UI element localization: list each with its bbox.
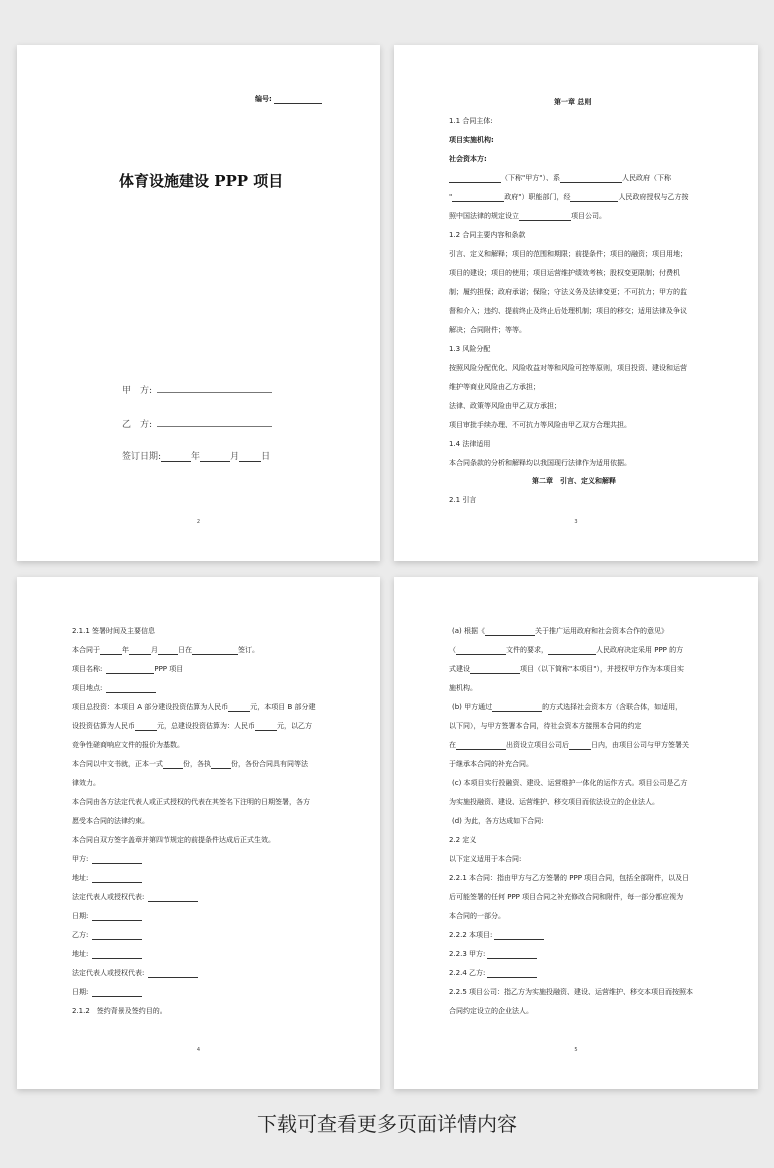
document-page-4 bbox=[17, 577, 380, 1089]
doc-line: 照中国法律的规定设立 项目公司。 bbox=[449, 212, 606, 220]
doc-line: 项目地点: bbox=[72, 684, 156, 693]
rep-field: 法定代表人或授权代表: bbox=[72, 969, 198, 978]
doc-line: 项目总投资：本项目 A 部分建设投资估算为人民币 元，本项目 B 部分建 bbox=[72, 703, 316, 711]
doc-line: 1.4 法律适用 bbox=[449, 440, 491, 448]
document-page-3 bbox=[394, 45, 758, 561]
doc-line: 引言、定义和解释；项目的范围和期限；前提条件；项目的融资；项目用地； bbox=[449, 250, 687, 258]
doc-line: 本合同条款的分析和解释均以我国现行法律作为适用依据。 bbox=[449, 459, 631, 467]
page-number: 2 bbox=[196, 519, 201, 525]
doc-line: " 政府"）职能部门，经 人民政府授权与乙方按 bbox=[449, 193, 689, 201]
doc-line: 本合同自双方签字盖章并第四节规定的前提条件达成后正式生效。 bbox=[72, 836, 275, 844]
doc-line: 施机构。 bbox=[449, 684, 477, 692]
section-2-1: 2.1 引言 bbox=[449, 496, 477, 504]
doc-line: 律效力。 bbox=[72, 779, 100, 787]
party-a-field: 甲方: bbox=[72, 855, 142, 864]
doc-line: 2.2 定义 bbox=[449, 836, 477, 844]
doc-line: (d) 为此，各方达成如下合同: bbox=[452, 817, 544, 825]
download-more-caption: 下载可查看更多页面详情内容 bbox=[257, 1112, 517, 1136]
doc-line: 项目审批手续办理、不可抗力等风险由甲乙双方合理共担。 bbox=[449, 421, 631, 429]
doc-line: 项目的建设；项目的使用；项目运营维护绩效考核；股权变更限制；付费机 bbox=[449, 269, 680, 277]
doc-line: 法律、政策等风险由甲乙双方承担； bbox=[449, 402, 561, 410]
doc-line: 社会资本方: bbox=[449, 155, 487, 163]
doc-line: 本合同的一部分。 bbox=[449, 912, 505, 920]
doc-line: 2.2.5 项目公司：指乙方为实施投融资、建设、运营维护、移交本项目而按照本 bbox=[449, 988, 694, 996]
chapter-2-heading: 第二章 引言、定义和解释 bbox=[532, 477, 616, 485]
chapter-1-heading: 第一章 总则 bbox=[554, 98, 592, 106]
doc-line: 为实施投融资、建设、运营维护、移交项目而依法设立的企业法人。 bbox=[449, 798, 659, 806]
cover-title: 体育设施建设 PPP 项目 bbox=[119, 172, 284, 190]
page-number: 5 bbox=[574, 1047, 578, 1053]
doc-line: (a) 根据《 关于推广运用政府和社会资本合作的意见》 bbox=[452, 627, 668, 635]
doc-line: 2.2.2 本项目: bbox=[449, 931, 544, 940]
doc-line: 2.2.3 甲方: bbox=[449, 950, 537, 959]
doc-line: 1.2 合同主要内容和条款 bbox=[449, 231, 526, 239]
doc-line: （ 文件的要求， 人民政府决定采用 PPP 的方 bbox=[449, 646, 684, 654]
doc-line: 以下同），与甲方签署本合同，待社会资本方接照本合同的约定 bbox=[449, 722, 642, 730]
doc-line: 后可能签署的任何 PPP 项目合同之补充修改合同和附件，每一部分都应视为 bbox=[449, 893, 684, 901]
doc-line: 项目实施机构: bbox=[449, 136, 494, 144]
contract-number-label: 编号: bbox=[255, 94, 322, 104]
doc-line: 1.1 合同主体: bbox=[449, 117, 493, 125]
doc-line: 合同约定设立的企业法人。 bbox=[449, 1007, 533, 1015]
doc-line: (b) 甲方通过 的方式选择社会资本方（含联合体，如适用， bbox=[452, 703, 683, 711]
doc-line: 式建设 项目（以下简称"本项目"），并授权甲方作为本项目实 bbox=[449, 665, 684, 673]
date-field: 日期: bbox=[72, 912, 142, 921]
document-page-2 bbox=[17, 45, 380, 561]
party-a-line: 甲 方: bbox=[122, 386, 153, 396]
doc-line: 设投资估算为人民币 元，总建设投资估算为：人民币 元，以乙方 bbox=[72, 722, 312, 730]
doc-line: 本合同以中文书就，正本一式 份，各执 份，各份合同具有同等法 bbox=[72, 760, 308, 768]
doc-line: 愿受本合同的法律约束。 bbox=[72, 817, 149, 825]
doc-line: 本合同于 年 月 日在 签订。 bbox=[72, 646, 259, 654]
address-field: 地址: bbox=[72, 874, 142, 883]
doc-line: 以下定义适用于本合同: bbox=[449, 855, 522, 863]
doc-line: 于继承本合同的补充合同。 bbox=[449, 760, 533, 768]
date-field: 日期: bbox=[72, 988, 142, 997]
doc-line: 制；履约担保；政府承诺；保险；守法义务及法律变更；不可抗力；甲方的监 bbox=[449, 288, 687, 296]
party-b-field: 乙方: bbox=[72, 931, 142, 940]
doc-line: (c) 本项目实行投融资、建设、运营维护一体化的运作方式。项目公司是乙方 bbox=[452, 779, 688, 787]
doc-line: 2.1.1 签署时间及主要信息 bbox=[72, 627, 156, 635]
doc-line: 竞争性磋商响应文件的报价为基数。 bbox=[72, 741, 184, 749]
doc-line: 2.2.4 乙方: bbox=[449, 969, 537, 978]
page-number: 4 bbox=[196, 1047, 201, 1053]
doc-line: 1.3 风险分配 bbox=[449, 345, 491, 353]
doc-line: 维护等商业风险由乙方承担； bbox=[449, 383, 540, 391]
sign-date-line: 签订日期: 年 月 日 bbox=[122, 452, 271, 462]
doc-line: 2.2.1 本合同：指由甲方与乙方签署的 PPP 项目合同，包括全部附件，以及日 bbox=[449, 874, 690, 882]
doc-line: 本合同由各方法定代表人或正式授权的代表在其签名下注明的日期签署，各方 bbox=[72, 798, 310, 806]
party-b-line: 乙 方: bbox=[122, 420, 153, 430]
doc-line: 督和介入；违约、提前终止及终止后处理机制；项目的移交；适用法律及争议 bbox=[449, 307, 687, 315]
doc-line: 按照风险分配优化、风险收益对等和风险可控等原则，项目投资、建设和运营 bbox=[449, 364, 687, 372]
doc-line: 在 出资设立项目公司后 日内，由项目公司与甲方签署关 bbox=[449, 741, 689, 749]
rep-field: 法定代表人或授权代表: bbox=[72, 893, 198, 902]
doc-line: 项目名称: PPP 项目 bbox=[72, 665, 184, 673]
doc-line: 2.1.2 签约背景及签约目的。 bbox=[72, 1007, 167, 1015]
doc-line: （下称"甲方"）、系 人民政府（下称 bbox=[449, 174, 671, 183]
document-page-5 bbox=[394, 577, 758, 1089]
doc-line: 解决；合同附件；等等。 bbox=[449, 326, 526, 334]
address-field: 地址: bbox=[72, 950, 142, 959]
page-number: 3 bbox=[574, 519, 578, 525]
